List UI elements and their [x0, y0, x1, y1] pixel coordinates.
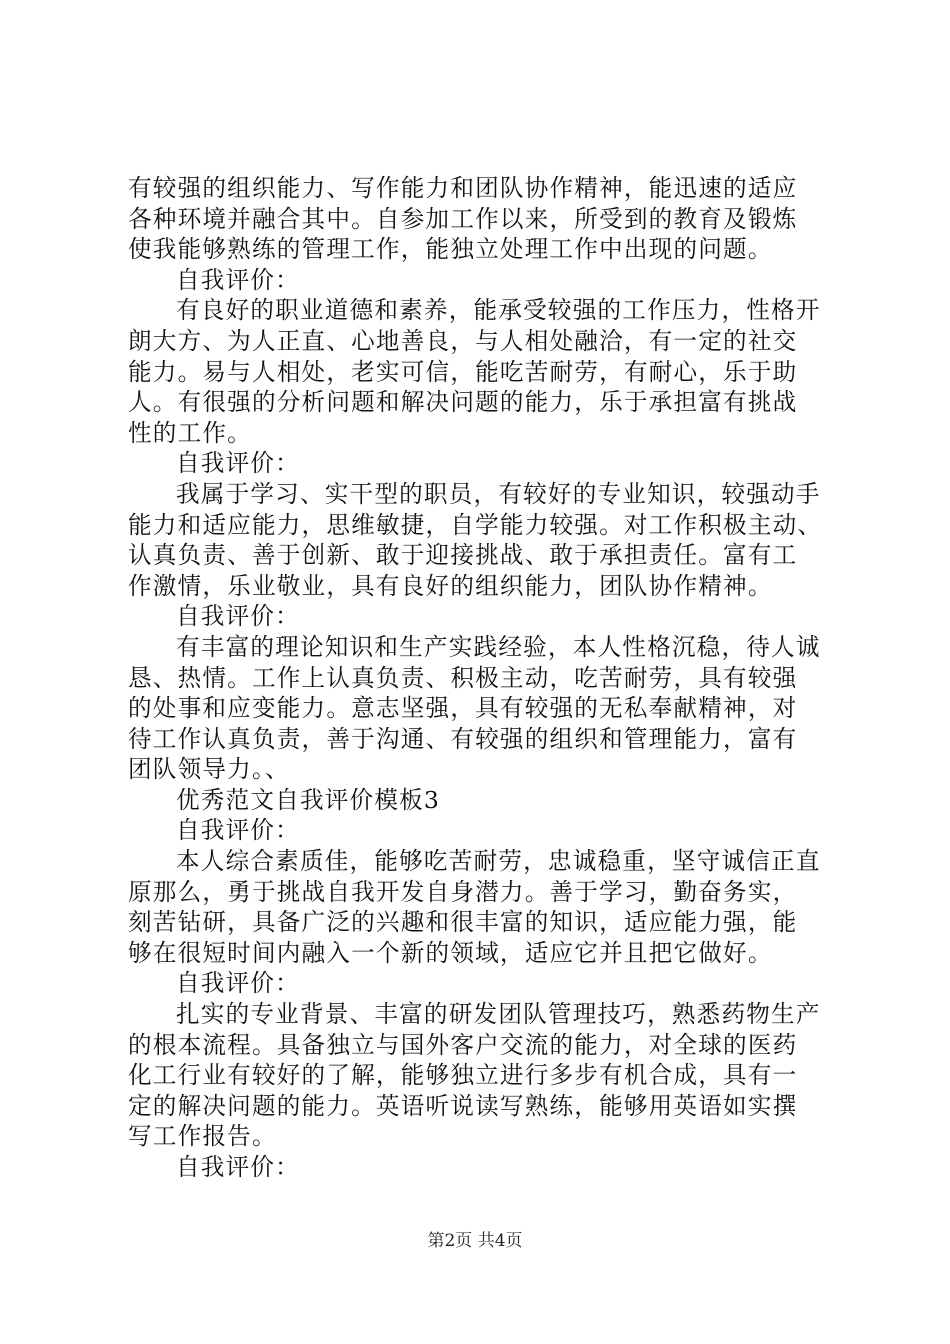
section-heading: 自我评价： [176, 265, 300, 294]
paragraph-line: 作激情，乐业敬业，具有良好的组织能力，团队协作精神。 [128, 571, 773, 600]
section-heading: 自我评价： [176, 816, 300, 845]
section-heading: 自我评价： [176, 969, 300, 998]
paragraph-line: 能力。易与人相处，老实可信，能吃苦耐劳，有耐心，乐于助 [128, 357, 798, 386]
paragraph-line: 够在很短时间内融入一个新的领域，适应它并且把它做好。 [128, 938, 773, 967]
paragraph-line: 定的解决问题的能力。英语听说读写熟练，能够用英语如实撰 [128, 1091, 798, 1120]
paragraph-line: 有良好的职业道德和素养，能承受较强的工作压力，性格开 [176, 296, 821, 325]
paragraph-line: 有较强的组织能力、写作能力和团队协作精神，能迅速的适应 [128, 174, 798, 202]
document-body [128, 173, 830, 1183]
paragraph-line: 原那么，勇于挑战自我开发自身潜力。善于学习，勤奋务实， [128, 877, 798, 906]
paragraph-line: 使我能够熟练的管理工作，能独立处理工作中出现的问题。 [128, 235, 773, 264]
section-heading: 自我评价： [176, 1153, 300, 1181]
page-footer: 第2页 共4页 [427, 1231, 523, 1251]
paragraph-line: 的根本流程。具备独立与国外客户交流的能力，对全球的医药 [128, 1030, 798, 1059]
paragraph-line: 刻苦钻研，具备广泛的兴趣和很丰富的知识，适应能力强，能 [128, 908, 798, 937]
section-heading: 自我评价： [176, 449, 300, 478]
paragraph-line: 有丰富的理论知识和生产实践经验，本人性格沉稳，待人诚 [176, 632, 821, 661]
section-heading: 优秀范文自我评价模板3 [176, 785, 441, 814]
paragraph-line: 恳、热情。工作上认真负责、积极主动，吃苦耐劳，具有较强 [128, 663, 798, 692]
paragraph-line: 的处事和应变能力。意志坚强，具有较强的无私奉献精神，对 [128, 694, 798, 723]
paragraph-line: 本人综合素质佳，能够吃苦耐劳，忠诚稳重，坚守诚信正直 [176, 847, 821, 876]
section-heading: 自我评价： [176, 602, 300, 631]
paragraph-line: 写工作报告。 [128, 1122, 277, 1151]
paragraph-line: 认真负责、善于创新、敢于迎接挑战、敢于承担责任。富有工 [128, 541, 798, 570]
paragraph-line: 我属于学习、实干型的职员，有较好的专业知识，较强动手 [176, 479, 821, 508]
paragraph-line: 扎实的专业背景、丰富的研发团队管理技巧，熟悉药物生产 [176, 1000, 821, 1029]
paragraph-line: 化工行业有较好的了解，能够独立进行多步有机合成，具有一 [128, 1061, 798, 1090]
paragraph-line: 朗大方、为人正直、心地善良，与人相处融洽，有一定的社交 [128, 326, 798, 355]
paragraph-line: 人。有很强的分析问题和解决问题的能力，乐于承担富有挑战 [128, 388, 798, 417]
paragraph-line: 能力和适应能力，思维敏捷，自学能力较强。对工作积极主动、 [128, 510, 823, 539]
paragraph-line: 各种环境并融合其中。自参加工作以来，所受到的教育及锻炼 [128, 204, 798, 233]
paragraph-line: 性的工作。 [128, 418, 252, 447]
paragraph-line: 待工作认真负责，善于沟通、有较强的组织和管理能力，富有 [128, 724, 798, 753]
paragraph-line: 团队领导力。、 [128, 755, 290, 784]
